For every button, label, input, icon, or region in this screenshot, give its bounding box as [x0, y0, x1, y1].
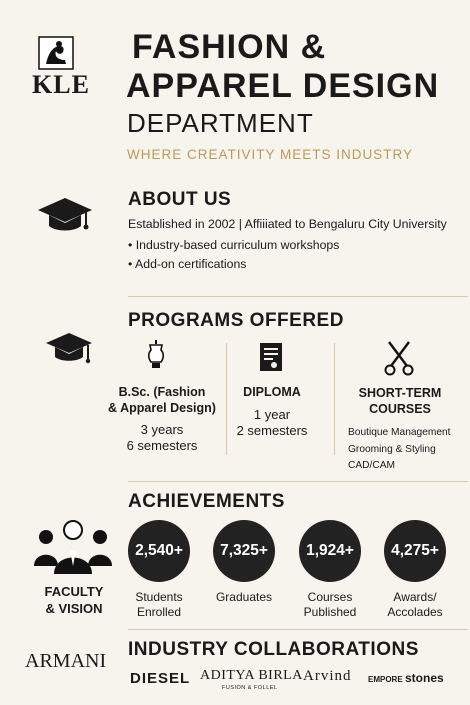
program-bsc-title-2: & Apparel Design): [108, 401, 216, 415]
programs-heading: PROGRAMS OFFERED: [128, 310, 344, 331]
divider-achievements: [128, 629, 468, 630]
brand-empore: EMPORE: [368, 675, 403, 684]
program-short-term-list: [348, 425, 451, 475]
achievement-students-value: 2,540+: [128, 520, 190, 582]
achievement-students-label-2: Enrolled: [136, 605, 182, 619]
program-diploma-semesters: 2 semesters: [236, 423, 308, 438]
program-short-term-title-1: SHORT-TERM: [358, 386, 442, 400]
program-diploma-years: 1 year: [253, 407, 291, 422]
achievement-awards-value: 4,275+: [384, 520, 446, 582]
achievement-graduates-value: 7,325+: [213, 520, 275, 582]
divider-programs: [128, 481, 468, 482]
short-course-1: Boutique Management: [348, 427, 451, 438]
achievement-graduates-label: Graduates: [215, 590, 273, 604]
achievement-awards-label-2: Accolades: [387, 605, 443, 619]
short-course-3: CAD/CAM: [348, 460, 395, 471]
achievement-courses-label-2: Published: [303, 605, 357, 619]
about-bullet-2-text: Add-on certifications: [135, 257, 247, 271]
faculty-label-2: & VISION: [45, 601, 103, 616]
achievement-awards-label-1: Awards/: [393, 590, 437, 604]
brand-aditya-birla: ADITYA BIRLA: [200, 668, 303, 683]
achievement-students-label: [116, 590, 202, 620]
program-divider-2: [334, 343, 335, 455]
program-short-term-title: [340, 385, 460, 417]
achievement-students-label-1: Students: [135, 590, 183, 604]
brand-stones: stones: [405, 671, 444, 685]
brand-diesel: DIESEL: [130, 670, 191, 687]
program-diploma-title: DIPLOMA: [243, 385, 301, 399]
mortarboard-icon: [44, 330, 94, 375]
logo-text: KLE: [32, 70, 90, 99]
achievements-heading: ACHIEVEMENTS: [128, 491, 285, 512]
program-bsc-title: [106, 384, 218, 416]
short-course-2: Grooming & Styling: [348, 443, 436, 455]
achievement-awards-label: [372, 590, 458, 620]
program-bsc-semesters: 6 semesters: [126, 438, 198, 453]
faculty-group-icon: [32, 518, 114, 583]
brand-armani: ARMANI: [25, 650, 107, 672]
faculty-label-1: FACULTY: [44, 584, 104, 599]
achievement-courses-label-1: Courses: [307, 590, 353, 604]
collaborations-heading: INDUSTRY COLLABORATIONS: [128, 639, 419, 660]
achievement-courses-value: 1,924+: [299, 520, 361, 582]
page-title-line3: DEPARTMENT: [127, 108, 314, 138]
about-bullet-2: • Add-on certifications: [128, 257, 247, 271]
divider-about: [128, 296, 468, 297]
graduation-cap-icon: [36, 196, 94, 241]
tagline: WHERE CREATIVITY MEETS INDUSTRY: [127, 147, 414, 162]
program-bsc-years: 3 years: [140, 422, 184, 437]
faculty-vision-label: [30, 583, 118, 617]
certificate-icon: [259, 342, 283, 377]
about-established: Established in 2002 | Affiiiated to Bengaluru City University: [128, 217, 447, 231]
brand-arvind: Arvind: [303, 668, 352, 684]
scissors-icon: [383, 340, 415, 381]
dress-form-icon: [146, 340, 166, 375]
achievement-courses-label: [287, 590, 373, 620]
about-bullet-1-text: Industry-based curriculum workshops: [135, 238, 340, 252]
about-heading: ABOUT US: [128, 189, 232, 210]
about-bullet-1: • Industry-based curriculum workshops: [128, 238, 340, 252]
page-title-line1: FASHION &: [132, 28, 327, 66]
program-divider-1: [226, 343, 227, 455]
program-bsc-title-1: B.Sc. (Fashion: [118, 385, 206, 399]
program-bsc-duration: [106, 422, 218, 454]
page-title-line2: APPAREL DESIGN: [126, 67, 440, 105]
program-short-term-title-2: COURSES: [369, 402, 431, 416]
program-diploma-duration: [230, 407, 314, 439]
brand-aditya-birla-sub: FUSION & FOLLEL: [222, 685, 278, 691]
